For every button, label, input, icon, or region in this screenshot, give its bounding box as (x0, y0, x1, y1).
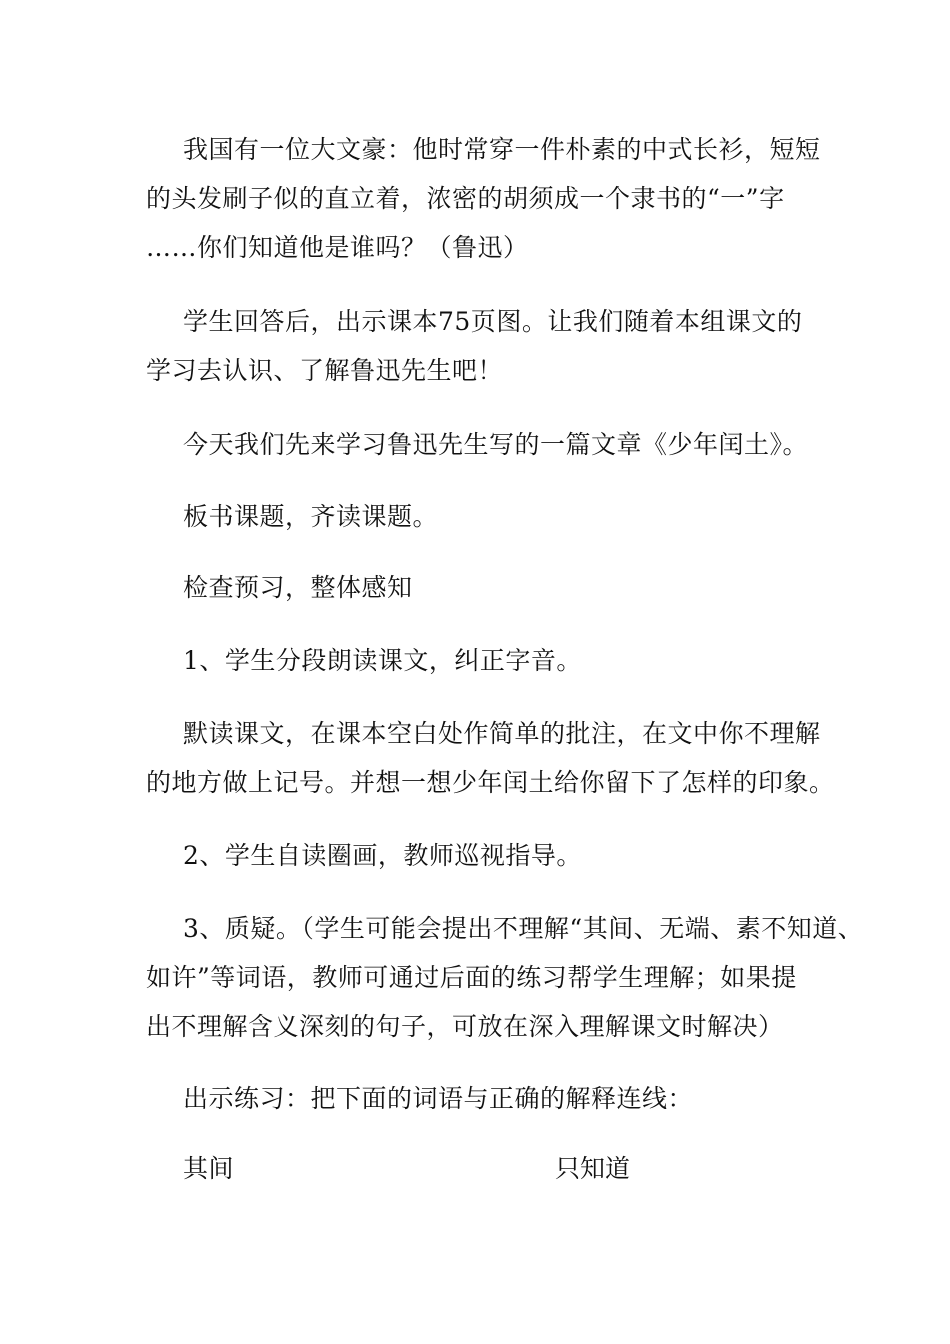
paragraph-line: 学习去认识、了解鲁迅先生吧！ (146, 356, 504, 385)
section-heading: 检查预习，整体感知 (183, 573, 413, 602)
paragraph-line: 3、质疑。（学生可能会提出不理解“其间、无端、素不知道、 (183, 914, 864, 943)
paragraph-line: 的头发刷子似的直立着，浓密的胡须成一个隶书的“一”字 (146, 184, 785, 213)
paragraph-line: 我国有一位大文豪：他时常穿一件朴素的中式长衫，短短 (183, 135, 821, 164)
paragraph-line: ……你们知道他是谁吗？（鲁迅） (146, 233, 529, 262)
paragraph-line: 板书课题，齐读课题。 (183, 502, 439, 531)
paragraph-line: 默读课文，在课本空白处作简单的批注，在文中你不理解 (183, 719, 821, 748)
paragraph-line: 如许”等词语，教师可通过后面的练习帮学生理解；如果提 (146, 963, 797, 992)
paragraph-line: 2、学生自读圈画，教师巡视指导。 (183, 841, 582, 870)
paragraph-line: 的地方做上记号。并想一想少年闰土给你留下了怎样的印象。 (146, 768, 835, 797)
exercise-meaning: 只知道 (555, 1154, 631, 1183)
paragraph-line: 出不理解含义深刻的句子，可放在深入理解课文时解决） (146, 1012, 784, 1041)
paragraph-line: 今天我们先来学习鲁迅先生写的一篇文章《少年闰土》。 (183, 430, 809, 459)
paragraph-line: 学生回答后，出示课本75页图。让我们随着本组课文的 (183, 307, 803, 336)
exercise-word: 其间 (183, 1154, 235, 1183)
paragraph-line: 1、学生分段朗读课文，纠正字音。 (183, 646, 582, 675)
paragraph-line: 出示练习：把下面的词语与正确的解释连线： (183, 1084, 694, 1113)
